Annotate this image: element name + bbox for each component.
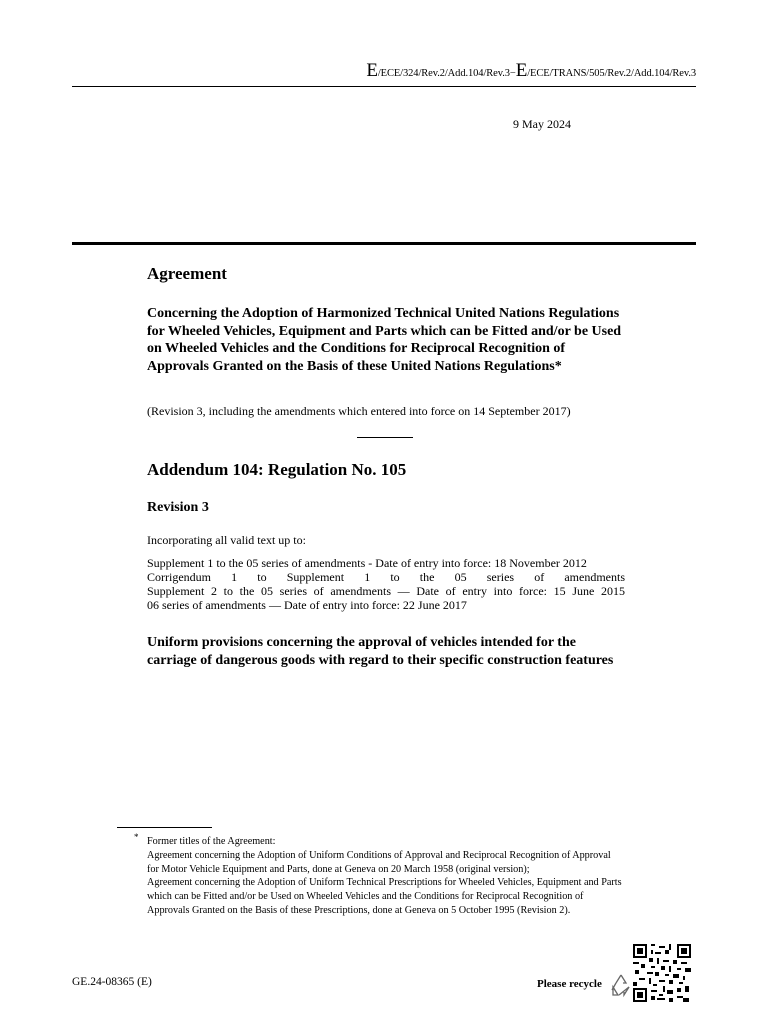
footnote-mark: * xyxy=(134,832,139,842)
agreement-heading: Agreement xyxy=(147,264,227,283)
title-rule xyxy=(72,242,696,245)
incorporating-text: Incorporating all valid text up to: xyxy=(147,533,306,547)
supplement-line: Supplement 2 to the 05 series of amendments — Date of entry into force: 15 June 2015 xyxy=(147,584,625,598)
footnote-line: Agreement concerning the Adoption of Uniform Conditions of Approval and Reciprocal Recognition of Approval for Motor Vehicle Equipment and Parts, done at Geneva on 20 March 1958 (original version); xyxy=(147,849,611,875)
revision-note: (Revision 3, including the amendments which entered into force on 14 September 2017) xyxy=(147,404,571,418)
document-symbol xyxy=(72,60,696,82)
uniform-provisions-title: Uniform provisions concerning the approval of vehicles intended for the carriage of dangerous goods with regard to their specific construction features xyxy=(147,635,614,668)
supplement-line: 06 series of amendments — Date of entry into force: 22 June 2017 xyxy=(147,598,467,612)
symbol-2-initial: E xyxy=(515,60,528,81)
qr-code-icon xyxy=(633,944,691,1002)
document-date: 9 May 2024 xyxy=(513,117,571,131)
footnote-line: Former titles of the Agreement: xyxy=(147,836,276,847)
supplement-line: Supplement 1 to the 05 series of amendments - Date of entry into force: 18 November 2012 xyxy=(147,556,587,570)
addendum-heading: Addendum 104: Regulation No. 105 xyxy=(147,460,407,479)
job-number: GE.24-08365 (E) xyxy=(72,976,152,988)
footnote xyxy=(147,835,625,918)
symbol-2-rest: /ECE/TRANS/505/Rev.2/Add.104/Rev.3 xyxy=(527,68,696,79)
supplement-line: Corrigendum 1 to Supplement 1 to the 05 series of amendments xyxy=(147,570,625,584)
please-recycle: Please recycle xyxy=(537,978,602,990)
separator-line xyxy=(357,437,413,438)
recycle-icon xyxy=(608,972,634,998)
symbol-1-rest: /ECE/324/Rev.2/Add.104/Rev.3− xyxy=(377,68,516,79)
footnote-rule xyxy=(117,827,212,828)
header-rule xyxy=(72,86,696,87)
footnote-line: Agreement concerning the Adoption of Uniform Technical Prescriptions for Wheeled Vehicles, Equipment and Parts which can be Fitted and/or be Used on Wheeled Vehicles and the Conditions for Reciprocal Recognition of Approvals Granted on the Basis of these Prescriptions, done at Geneva on 5 October 1995 (Revision 2). xyxy=(147,877,622,916)
agreement-subheading: Concerning the Adoption of Harmonized Technical United Nations Regulations for Wheeled Vehicles, Equipment and Parts which can be Fitted and/or be Used on Wheeled Vehicles and the Conditions for Reciprocal Recognition of Approvals Granted on the Basis of these United Nations Regulations* xyxy=(147,306,622,374)
symbol-1-initial: E xyxy=(366,60,378,81)
revision-heading: Revision 3 xyxy=(147,500,209,515)
